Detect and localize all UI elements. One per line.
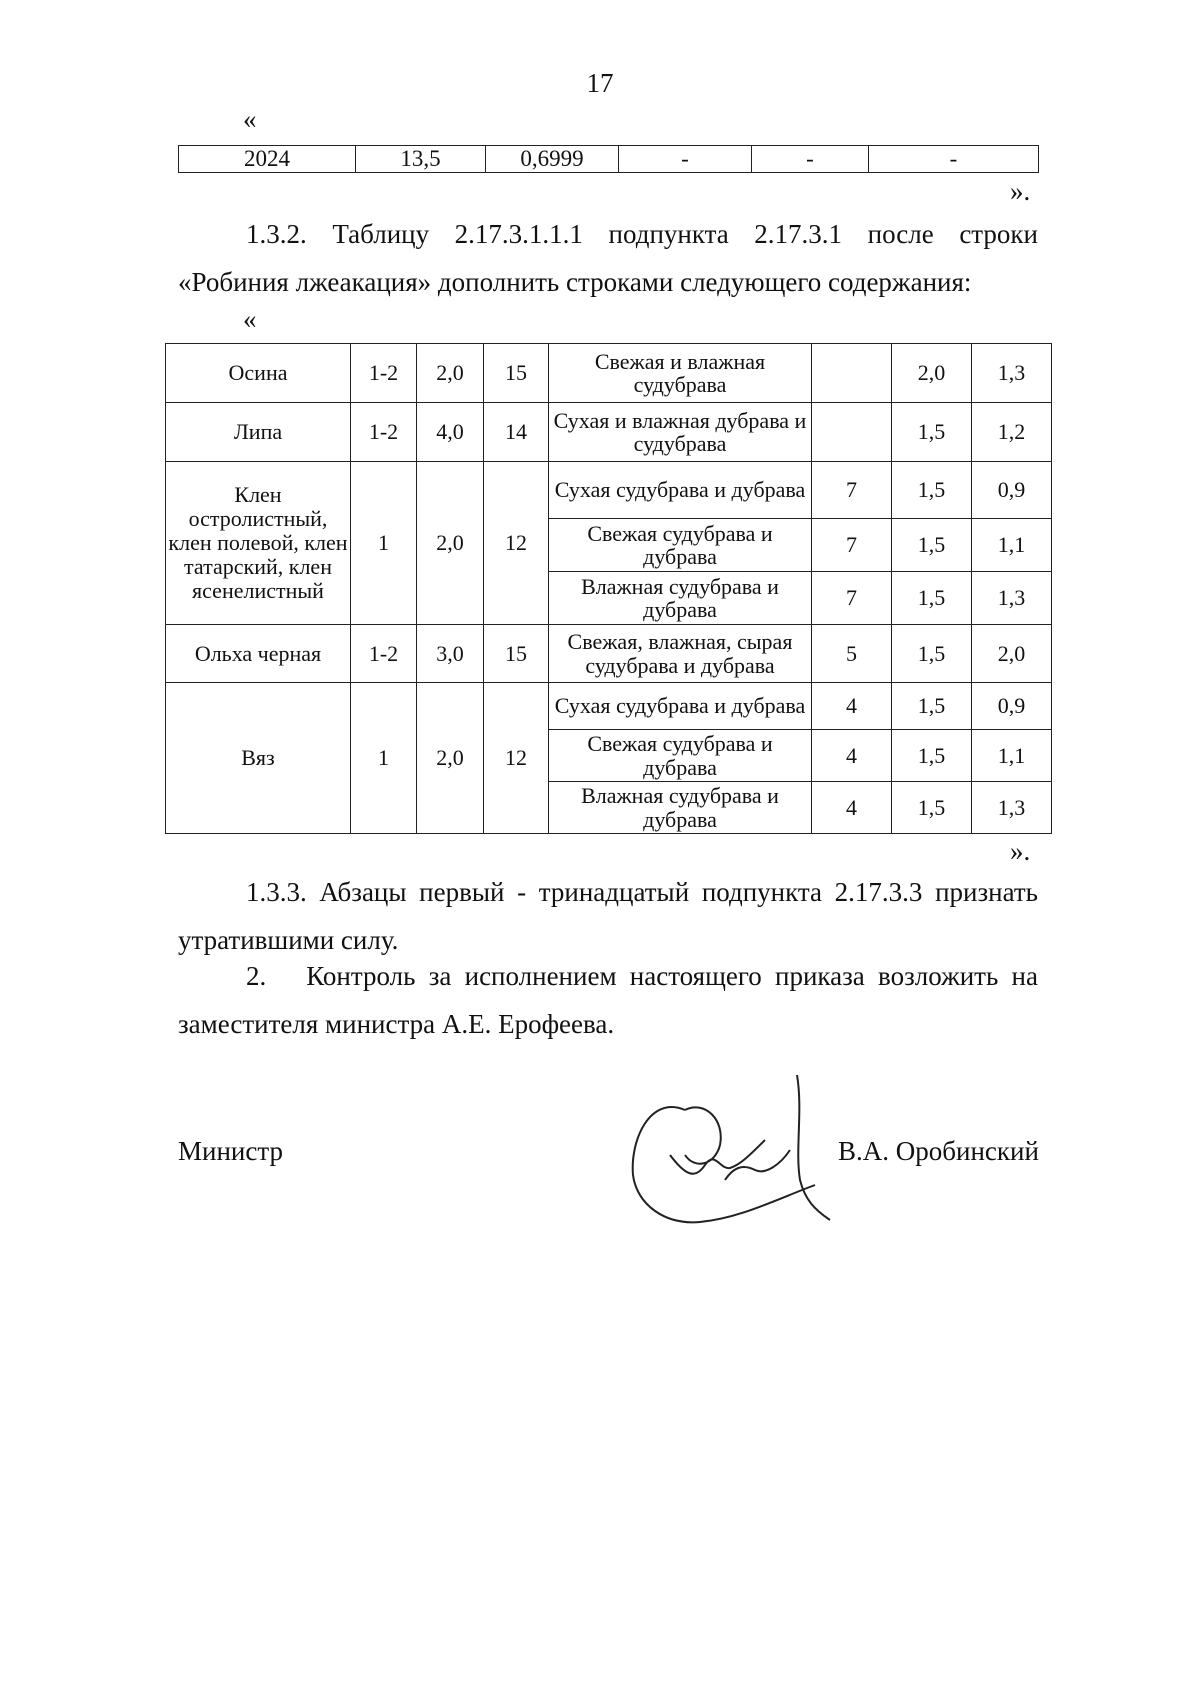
- quote-open-1: «: [243, 104, 257, 134]
- paragraph-2: [178, 952, 1038, 1048]
- species-name: Вяз: [166, 683, 351, 834]
- quote-open-2: «: [243, 304, 257, 334]
- species-name: Ольха черная: [166, 625, 351, 683]
- table-row: [166, 625, 1052, 683]
- conditions-cell: Сухая судубрава и дубрава: [549, 683, 812, 730]
- species-name: Липа: [166, 403, 351, 462]
- table-cell: 1,5: [892, 683, 972, 730]
- paragraph-2-number: 2.: [246, 961, 267, 991]
- table-row: [166, 403, 1052, 462]
- dash-cell: -: [619, 146, 752, 173]
- conditions-cell: Влажная судубрава и дубрава: [549, 782, 812, 834]
- dash-cell: -: [752, 146, 869, 173]
- table-cell: 1,3: [972, 782, 1052, 834]
- dash-cell: -: [869, 146, 1039, 173]
- table-cell: 1,5: [892, 462, 972, 519]
- conditions-cell: Свежая судубрава и дубрава: [549, 730, 812, 782]
- table-cell: 7: [812, 462, 892, 519]
- table-cell: 1,5: [892, 782, 972, 834]
- quote-close-1: ».: [1010, 176, 1031, 206]
- conditions-cell: Сухая и влажная дубрава и судубрава: [549, 403, 812, 462]
- value-cell: 13,5: [356, 146, 486, 173]
- table-cell: 4: [812, 683, 892, 730]
- table-cell: 12: [484, 462, 549, 625]
- paragraph-1-3-2: 1.3.2. Таблицу 2.17.3.1.1.1 подпункта 2.17.3.1 после строки «Робиния лжеакация» дополнить строками следующего содержания:: [178, 219, 1038, 297]
- conditions-cell: Свежая, влажная, сырая судубрава и дубрава: [549, 625, 812, 683]
- table-cell: 14: [484, 403, 549, 462]
- table-cell: 1-2: [351, 625, 417, 683]
- table-cell: 1,3: [972, 344, 1052, 403]
- table-cell: 0,9: [972, 462, 1052, 519]
- table-cell: 4: [812, 782, 892, 834]
- table-cell: 1-2: [351, 344, 417, 403]
- table-cell: 1,5: [892, 572, 972, 625]
- table-cell: 1,5: [892, 730, 972, 782]
- table-cell: [812, 344, 892, 403]
- conditions-cell: Свежая судубрава и дубрава: [549, 519, 812, 572]
- table-cell: 2,0: [972, 625, 1052, 683]
- table-cell: 5: [812, 625, 892, 683]
- table-row: [166, 344, 1052, 403]
- paragraph-2-text: Контроль за исполнением настоящего приказа возложить на заместителя министра А.Е. Ерофеева.: [178, 961, 1038, 1039]
- conditions-cell: Влажная судубрава и дубрава: [549, 572, 812, 625]
- signature-image: [625, 1070, 845, 1240]
- species-name: Клен остролистный, клен полевой, клен татарский, клен ясенелистный: [166, 462, 351, 625]
- table-row: [166, 462, 1052, 519]
- table-cell: 1,2: [972, 403, 1052, 462]
- quote-close-2: ».: [1010, 836, 1031, 866]
- table-cell: 4: [812, 730, 892, 782]
- signature-name: В.А. Оробинский: [838, 1136, 1039, 1166]
- table-cell: [812, 403, 892, 462]
- signature-title: Министр: [178, 1136, 283, 1166]
- table-cell: 2,0: [417, 683, 484, 834]
- table-cell: 1,3: [972, 572, 1052, 625]
- conditions-cell: Свежая и влажная судубрава: [549, 344, 812, 403]
- table-cell: 3,0: [417, 625, 484, 683]
- table-cell: 1-2: [351, 403, 417, 462]
- table-cell: 15: [484, 625, 549, 683]
- paragraph-1-3-3: 1.3.3. Абзацы первый - тринадцатый подпункта 2.17.3.3 признать утратившими силу.: [178, 877, 1038, 955]
- year-table: [178, 145, 1039, 173]
- value-cell: 0,6999: [486, 146, 619, 173]
- table-row: [179, 146, 1039, 173]
- table-cell: 15: [484, 344, 549, 403]
- table-cell: 1,1: [972, 519, 1052, 572]
- conditions-cell: Сухая судубрава и дубрава: [549, 462, 812, 519]
- table-cell: 1,5: [892, 403, 972, 462]
- table-cell: 0,9: [972, 683, 1052, 730]
- table-cell: 4,0: [417, 403, 484, 462]
- species-table: [165, 343, 1052, 834]
- table-cell: 1,1: [972, 730, 1052, 782]
- page-number: 17: [586, 68, 614, 98]
- table-cell: 2,0: [892, 344, 972, 403]
- year-cell: 2024: [179, 146, 356, 173]
- table-cell: 12: [484, 683, 549, 834]
- table-cell: 1,5: [892, 519, 972, 572]
- table-row: [166, 683, 1052, 730]
- table-cell: 7: [812, 572, 892, 625]
- table-cell: 1,5: [892, 625, 972, 683]
- table-cell: 2,0: [417, 344, 484, 403]
- species-name: Осина: [166, 344, 351, 403]
- table-cell: 1: [351, 683, 417, 834]
- table-cell: 2,0: [417, 462, 484, 625]
- table-cell: 7: [812, 519, 892, 572]
- table-cell: 1: [351, 462, 417, 625]
